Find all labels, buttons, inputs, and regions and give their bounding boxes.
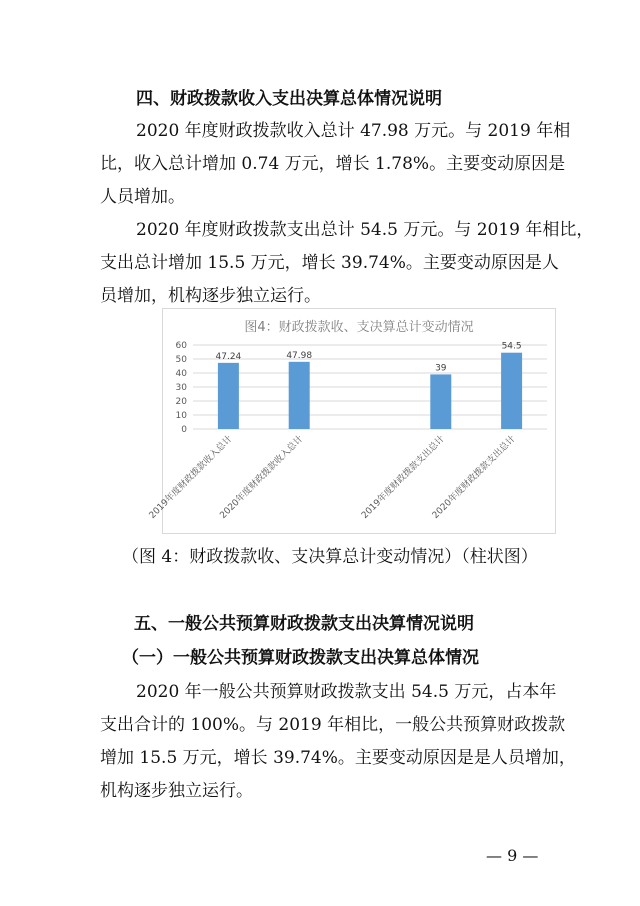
s4-p2-line3: 员增加，机构逐步独立运行。 [100,286,321,306]
y-tick-label: 40 [175,369,187,379]
data-label: 47.98 [286,350,313,361]
x-tick-label: 2019年度财政拨款支出总计 [360,434,447,521]
section5-subheading: （一）一般公共预算财政拨款支出决算总体情况 [122,648,479,668]
s4-p1-line3: 人员增加。 [100,187,185,207]
bar [430,374,451,429]
bar-chart [147,309,555,533]
y-tick-label: 50 [175,355,187,365]
chart-title: 图4：财政拨款收、支决算总计变动情况 [244,320,474,335]
x-tick-label: 2019年度财政拨款收入总计 [147,434,235,521]
data-label: 47.24 [215,351,242,362]
x-tick-label: 2020年度财政拨款支出总计 [430,434,518,521]
s4-p1-line1: 2020 年度财政拨款收入总计 47.98 万元。与 2019 年相 [136,121,571,141]
page-number: — 9 — [486,846,539,865]
data-label: 54.5 [501,341,522,352]
s4-p2-line1: 2020 年度财政拨款支出总计 54.5 万元。与 2019 年相比， [136,220,594,240]
s5-p1-line2: 支出合计的 100%。与 2019 年相比，一般公共预算财政拨款 [100,715,566,735]
s5-p1-line1: 2020 年一般公共预算财政拨款支出 54.5 万元，占本年 [136,682,557,702]
bar [501,353,522,429]
data-label: 39 [435,363,447,374]
y-tick-label: 60 [175,341,187,351]
y-tick-label: 30 [175,383,187,393]
section5-heading: 五、一般公共预算财政拨款支出决算情况说明 [134,614,474,634]
s4-p1-line2: 比，收入总计增加 0.74 万元，增长 1.78%。主要变动原因是 [100,154,566,174]
s4-p2-line2: 支出总计增加 15.5 万元，增长 39.74%。主要变动原因是人 [100,253,559,273]
y-tick-label: 0 [181,425,187,435]
chart-figure [147,308,556,534]
y-tick-label: 10 [175,411,187,421]
bar [218,363,239,429]
y-tick-label: 20 [175,397,187,407]
s5-p1-line4: 机构逐步独立运行。 [100,781,253,801]
figure-caption: （图 4：财政拨款收、支决算总计变动情况）（柱状图） [122,547,538,567]
s5-p1-line3: 增加 15.5 万元，增长 39.74%。主要变动原因是是人员增加， [100,748,576,768]
section4-heading: 四、财政拨款收入支出决算总体情况说明 [136,89,442,109]
bar [289,362,310,429]
x-tick-label: 2020年度财政拨款收入总计 [218,434,306,521]
